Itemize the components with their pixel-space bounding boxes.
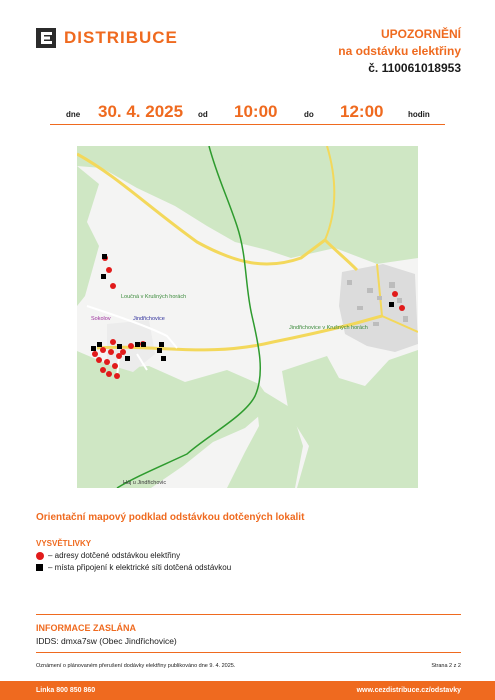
map-label-sokolov: Sokolov xyxy=(91,316,111,322)
map-caption: Orientační mapový podklad odstávkou dotčených lokalit xyxy=(36,512,305,523)
from-prefix: od xyxy=(198,110,208,119)
red-dot-icon xyxy=(36,552,44,560)
notice-number: č. 110061018953 xyxy=(368,61,461,75)
divider xyxy=(36,652,461,653)
info-text: IDDS: dmxa7sw (Obec Jindřichovice) xyxy=(36,636,177,646)
map-label-haj: Háj u Jindřichovic xyxy=(123,480,167,486)
footer-bar xyxy=(0,681,495,700)
map-canvas xyxy=(77,146,418,488)
footer-website-link[interactable]: www.cezdistribuce.cz/odstavky xyxy=(356,687,461,694)
cez-logo xyxy=(36,28,178,48)
divider xyxy=(36,614,461,615)
map-label-jindrichovice-town: Jindřichovice v Krušných horách xyxy=(289,325,368,331)
outage-start-time: 10:00 xyxy=(234,102,278,121)
schedule-line xyxy=(50,100,445,125)
legend-connections-label: – místa připojení k elektrické síti dotčená odstávkou xyxy=(48,563,232,572)
hours-suffix: hodin xyxy=(408,110,430,119)
legend-row-addresses xyxy=(36,551,180,560)
cez-logo-icon xyxy=(36,28,56,48)
page-number: Strana 2 z 2 xyxy=(431,663,461,669)
brand-name: DISTRIBUCE xyxy=(64,28,178,47)
notice-title: UPOZORNĚNÍ xyxy=(380,27,461,41)
date-prefix: dne xyxy=(66,110,81,119)
outage-date: 30. 4. 2025 xyxy=(98,102,184,121)
black-square-icon xyxy=(36,564,43,571)
legend-title: VYSVĚTLIVKY xyxy=(36,539,92,548)
notice-heading xyxy=(338,26,461,77)
publication-note: Oznámení o plánovaném přerušení dodávky elektřiny publikováno dne 9. 4. 2025. xyxy=(36,663,236,669)
map-label-loucna: Loučná v Krušných horách xyxy=(121,294,187,300)
outage-map xyxy=(77,146,418,488)
info-title: INFORMACE ZASLÁNA xyxy=(36,623,136,633)
notice-subtitle: na odstávku elektřiny xyxy=(338,44,461,58)
outage-end-time: 12:00 xyxy=(340,102,384,121)
legend-row-connections xyxy=(36,563,231,572)
legend-addresses-label: – adresy dotčené odstávkou elektřiny xyxy=(48,551,181,560)
map-label-jindrichovice: Jindřichovice xyxy=(133,316,165,322)
footer-phone: Linka 800 850 860 xyxy=(36,687,96,694)
to-prefix: do xyxy=(304,110,314,119)
